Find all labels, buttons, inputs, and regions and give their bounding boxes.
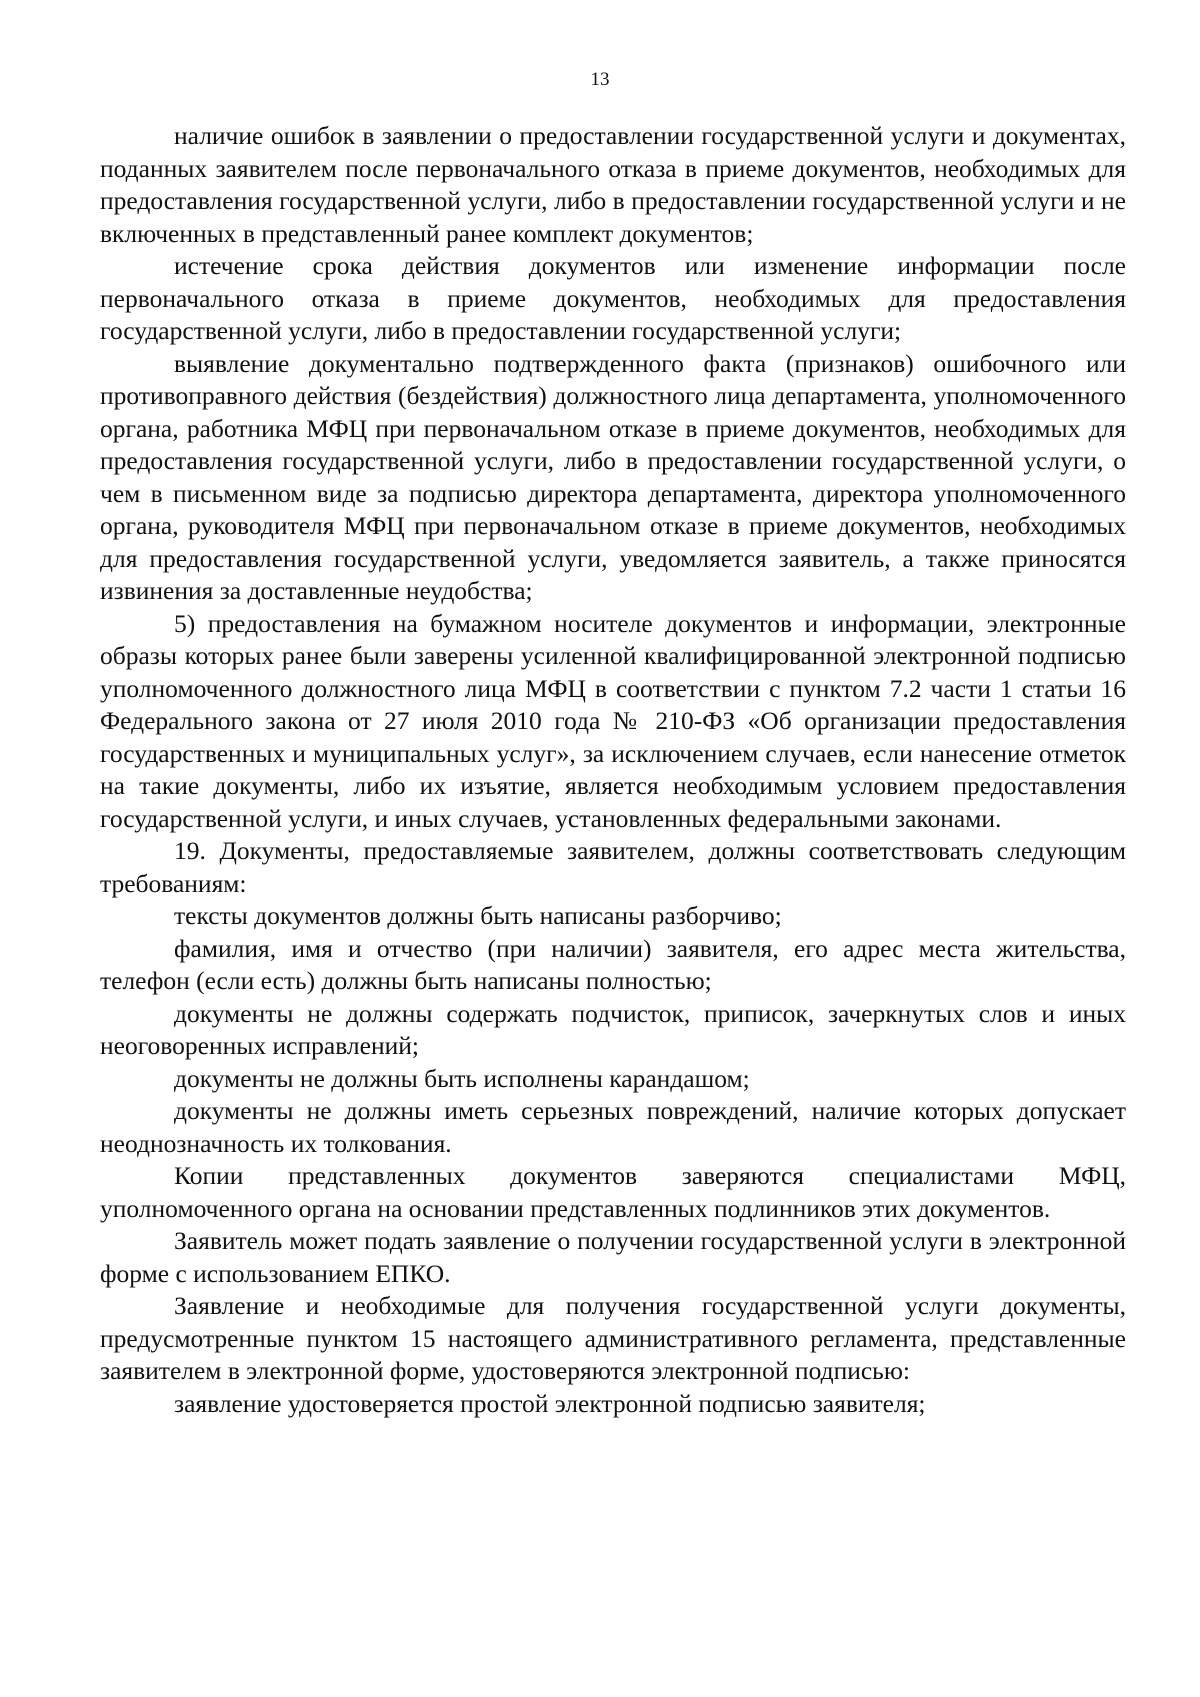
paragraph: фамилия, имя и отчество (при наличии) заявителя, его адрес места жительства, телефон (если есть) должны быть написаны полностью;	[100, 933, 1126, 995]
paragraph: истечение срока действия документов или изменение информации после первоначального отказа в приеме документов, необходимых для предоставления государственной услуги, либо в предоставлении государственной услуги;	[100, 251, 1126, 345]
paragraph: 5) предоставления на бумажном носителе документов и информации, электронные образы которых ранее были заверены усиленной квалифицированной электронной подписью уполномоченного должностного лица МФЦ в соответствии с пунктом 7.2 части 1 статьи 16 Федерального закона от 27 июля 2010 года № 210-ФЗ «Об организации предоставления государственных и муниципальных услуг», за исключением случаев, если нанесение отметок на такие документы, либо их изъятие, является необходимым условием предоставления государственной услуги, и иных случаев, установленных федеральными законами.	[100, 608, 1126, 833]
paragraph: документы не должны содержать подчисток, приписок, зачеркнутых слов и иных неоговоренных исправлений;	[100, 998, 1126, 1060]
paragraph: выявление документально подтвержденного факта (признаков) ошибочного или противоправного действия (бездействия) должностного лица департамента, уполномоченного органа, работника МФЦ при первоначальном отказе в приеме документов, необходимых для предоставления государственной услуги, либо в предоставлении государственной услуги, о чем в письменном виде за подписью директора департамента, директора уполномоченного органа, руководителя МФЦ при первоначальном отказе в приеме документов, необходимых для предоставления государственной услуги, уведомляется заявитель, а также приносятся извинения за доставленные неудобства;	[100, 348, 1126, 605]
paragraph: документы не должны быть исполнены карандашом;	[174, 1063, 750, 1093]
paragraph: Копии представленных документов заверяются специалистами МФЦ, уполномоченного органа на основании представленных подлинников этих документов.	[100, 1161, 1126, 1223]
paragraph: Заявитель может подать заявление о получении государственной услуги в электронной форме с использованием ЕПКО.	[100, 1226, 1126, 1288]
paragraph: 19. Документы, предоставляемые заявителем, должны соответствовать следующим требованиям:	[100, 836, 1126, 898]
paragraph: заявление удостоверяется простой электронной подписью заявителя;	[174, 1388, 926, 1418]
document-body	[100, 120, 1126, 1420]
paragraph: Заявление и необходимые для получения государственной услуги документы, предусмотренные пунктом 15 настоящего административного регламента, представленные заявителем в электронной форме, удостоверяются электронной подписью:	[100, 1291, 1126, 1385]
paragraph: документы не должны иметь серьезных повреждений, наличие которых допускает неоднозначность их толкования.	[100, 1096, 1126, 1158]
paragraph: наличие ошибок в заявлении о предоставлении государственной услуги и документах, поданных заявителем после первоначального отказа в приеме документов, необходимых для предоставления государственной услуги, либо в предоставлении государственной услуги и не включенных в представленный ранее комплект документов;	[100, 121, 1126, 248]
paragraph: тексты документов должны быть написаны разборчиво;	[174, 901, 782, 930]
page-number: 13	[590, 69, 610, 90]
